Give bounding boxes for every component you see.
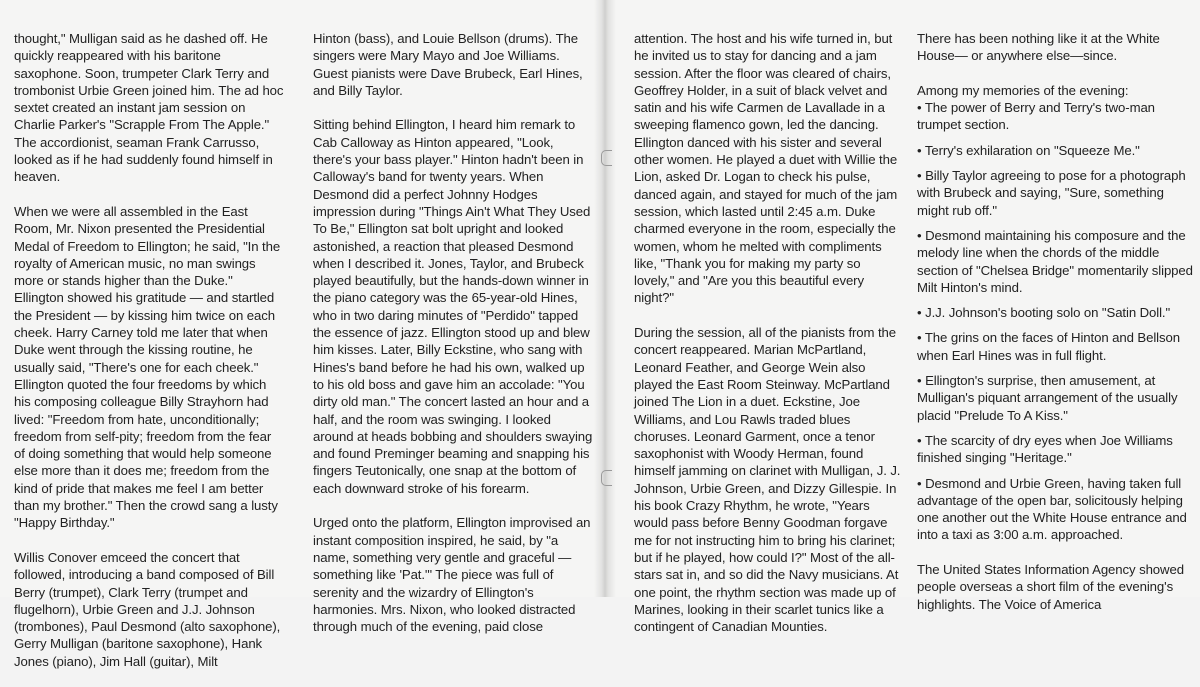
text-column-3: [634, 30, 904, 653]
staple-top: [601, 150, 612, 166]
paragraph: The United States Information Agency showed people overseas a short film of the evening's highlights. The Voice of America: [917, 562, 1184, 612]
paragraph: Among my memories of the evening:: [917, 82, 1129, 98]
paragraph: During the session, all of the pianists from the concert reappeared. Marian McPartland, Leonard Feather, and George Wein also played the East Room Steinway. McPartland joined The Lion in a duet. Eckstine, Joe Williams, and Lou Rawls traded blues choruses. Leonard Garment, once a tenor saxophonist with Woody Herman, found himself jamming on clarinet with Mulligan, J. J. Johnson, Urbie Green, and Dizzy Gillespie. In his book Crazy Rhythm, he wrote, "Years would pass before Benny Goodman forgave me for not instructing him to bring his clarinet; but if he played, how could I?" Most of the all-stars sat in, and so did the Navy musicians. At one point, the rhythm section was made up of Marines, looking in their scarlet tunics like a contingent of Canadian Mounties.: [634, 325, 901, 635]
bullet-item: • Desmond and Urbie Green, having taken full advantage of the open bar, solicitously helping one another out the White House entrance and into a taxi as 3:00 a.m. approached.: [917, 475, 1187, 543]
paragraph: attention. The host and his wife turned in, but he invited us to stay for dancing and a jam session. After the floor was cleared of chairs, Geoffrey Holder, in a suit of black velvet and satin and his wife Carmen de Lavallade in a sweeping flamenco gown, led the dancing. Ellington danced with his sister and several other women. He played a duet with Willie the Lion, asked Dr. Logan to check his pulse, danced again, and stayed for much of the jam session, which lasted until 2:45 a.m. Duke charmed everyone in the room, especially the women, whom he melted with compliments like, "Thank you for making my party so lovely," and "Are you this beautiful every night?": [634, 31, 898, 306]
bullet-item: • Desmond maintaining his composure and the melody line when the chords of the middle section of "Chelsea Bridge" momentarily slipped Milt Hinton's mind.: [917, 227, 1193, 295]
paragraph: When we were all assembled in the East Room, Mr. Nixon presented the Presidential Medal of Freedom to Ellington; he said, "In the royalty of American music, no man swings more or stands higher than the Duke." Ellington showed his gratitude — and startled the President — by kissing him twice on each cheek. Harry Carney told me later that when Duke went through the kissing routine, he usually said, "There's one for each cheek." Ellington quoted the four freedoms by which his composing colleague Billy Strayhorn had lived: "Freedom from hate, unconditionally; freedom from self-pity; freedom from the fear of doing something that would help someone else more than it does me; freedom from the kind of pride that makes me feel I am better than my brother." Then the crowd sang a lusty "Happy Birthday.": [14, 203, 281, 531]
bullet-item: • The grins on the faces of Hinton and Bellson when Earl Hines was in full flight.: [917, 330, 1180, 363]
paragraph: Willis Conover emceed the concert that followed, introducing a band composed of Bill Berry (trumpet), Clark Terry (trumpet and flugelhorn), Urbie Green and J.J. Johnson (trombones), Paul Desmond (alto saxophone), Gerry Mulligan (baritone saxophone), Hank Jones (piano), Jim Hall (guitar), Milt: [14, 549, 281, 669]
staple-bottom: [601, 470, 612, 486]
text-column-1: [14, 30, 284, 687]
paragraph: Urged onto the platform, Ellington improvised an instant composition inspired, he said, by "a name, something very gentle and graceful — something like 'Pat.'" The piece was full of serenity and the wizardry of Ellington's harmonies. Mrs. Nixon, who looked distracted through much of the evening, paid close: [313, 515, 591, 635]
text-column-2: [313, 30, 593, 653]
bullet-item: • Terry's exhilaration on "Squeeze Me.": [917, 142, 1140, 158]
paragraph: There has been nothing like it at the White House— or anywhere else—since.: [917, 31, 1160, 64]
bullet-item: • J.J. Johnson's booting solo on "Satin Doll.": [917, 305, 1171, 321]
bullet-item: • The power of Berry and Terry's two-man trumpet section.: [917, 100, 1155, 133]
bullet-item: • Billy Taylor agreeing to pose for a photograph with Brubeck and saying, "Sure, something might rub off.": [917, 168, 1186, 218]
paragraph: Hinton (bass), and Louie Bellson (drums). The singers were Mary Mayo and Joe Williams. Guest pianists were Dave Brubeck, Earl Hines, and Billy Taylor.: [313, 31, 583, 98]
text-column-4: [917, 30, 1197, 630]
paragraph: thought," Mulligan said as he dashed off. He quickly reappeared with his baritone saxophone. Soon, trumpeter Clark Terry and trombonist Urbie Green joined him. The ad hoc sextet created an instant jam session on Charlie Parker's "Scrapple From The Apple." The accordionist, seaman Frank Carrusso, looked as if he had suddenly found himself in heaven.: [14, 31, 284, 185]
paragraph: Sitting behind Ellington, I heard him remark to Cab Calloway as Hinton appeared, "Look, there's your bass player." Hinton hadn't been in Calloway's band for twenty years. When Desmond did a perfect Johnny Hodges impression during "Things Ain't What They Used To Be," Ellington sat bolt upright and looked astonished, a reaction that pleased Desmond when I described it. Jones, Taylor, and Brubeck played beautifully, but the hands-down winner in the piano category was the 65-year-old Hines, who in two daring minutes of "Perdido" tapped the essence of jazz. Ellington stood up and blew him kisses. Later, Billy Eckstine, who sang with Hines's band before he had his own, walked up to his old boss and gave him an accolade: "You dirty old man." The concert lasted an hour and a half, and the room was swinging. I looked around at heads bobbing and shoulders swaying and found Preminger beaming and snapping his fingers Teutonically, one snap at the bottom of each downward stroke of his forearm.: [313, 117, 593, 496]
center-fold: [594, 0, 616, 597]
bullet-item: • Ellington's surprise, then amusement, at Mulligan's piquant arrangement of the usually placid "Prelude To A Kiss.": [917, 373, 1178, 423]
bullet-item: • The scarcity of dry eyes when Joe Williams finished singing "Heritage.": [917, 432, 1173, 466]
